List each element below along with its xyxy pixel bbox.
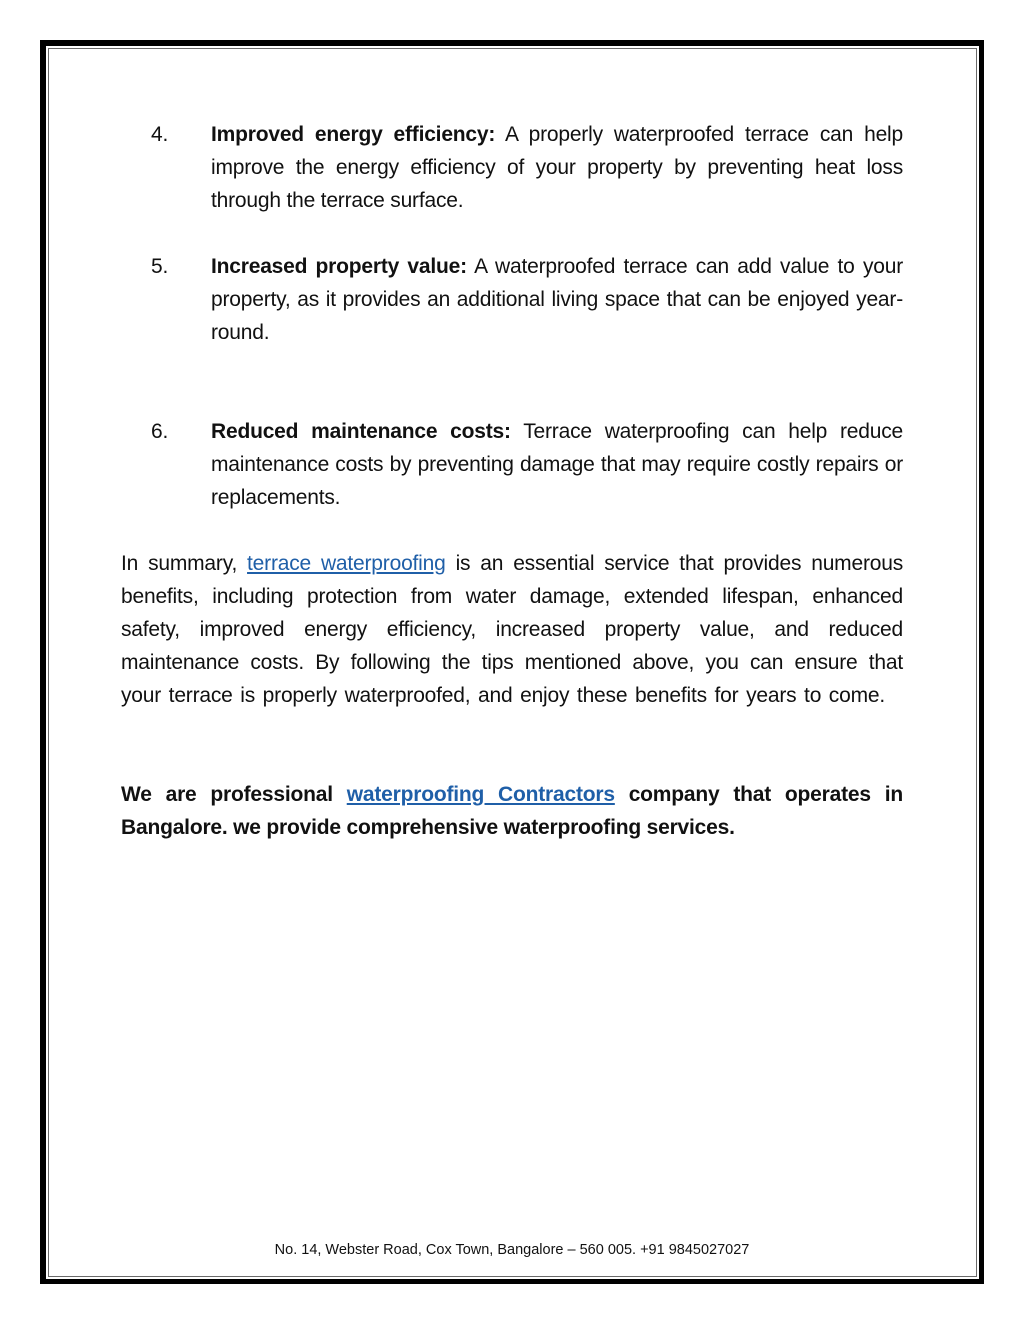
list-item-text (211, 250, 903, 349)
list-item-heading: Improved energy efficiency: (211, 123, 496, 146)
closing-paragraph (121, 778, 903, 844)
list-number: 5. (151, 255, 169, 278)
closing-suffix: company that operates in Bangalore. we provide comprehensive waterproofing services. (121, 783, 903, 839)
list-item-body: Terrace waterproofing can help reduce maintenance costs by preventing damage that may require costly repairs or replacements. (211, 420, 903, 509)
benefit-item-maintenance-costs (121, 415, 903, 514)
list-number: 4. (151, 123, 169, 146)
document-body (121, 118, 903, 844)
list-number: 6. (151, 420, 169, 443)
list-item-body: A properly waterproofed terrace can help improve the energy efficiency of your property by preventing heat loss through the terrace surface. (211, 123, 903, 212)
list-item-heading: Reduced maintenance costs: (211, 420, 511, 443)
list-item-body: A waterproofed terrace can add value to your property, as it provides an additional living space that can be enjoyed year-round. (211, 255, 904, 344)
terrace-waterproofing-link[interactable]: terrace waterproofing (247, 552, 446, 575)
list-item-text (211, 118, 903, 217)
benefit-item-property-value (121, 250, 903, 349)
benefit-item-energy-efficiency (121, 118, 903, 217)
footer-address: No. 14, Webster Road, Cox Town, Bangalore – 560 005. +91 9845027027 (274, 1242, 750, 1258)
summary-suffix: is an essential service that provides numerous benefits, including protection from water damage, extended lifespan, enhanced safety, improved energy efficiency, increased property value, and reduced maintenance costs. By following the tips mentioned above, you can ensure that your terrace is properly waterproofed, and enjoy these benefits for years to come. (121, 552, 904, 707)
list-item-heading: Increased property value: (211, 255, 467, 278)
summary-prefix: In summary, (121, 552, 248, 575)
closing-prefix: We are professional (121, 783, 347, 806)
waterproofing-contractors-link[interactable]: waterproofing Contractors (346, 783, 615, 806)
summary-paragraph (121, 547, 903, 712)
list-item-text (211, 415, 903, 514)
